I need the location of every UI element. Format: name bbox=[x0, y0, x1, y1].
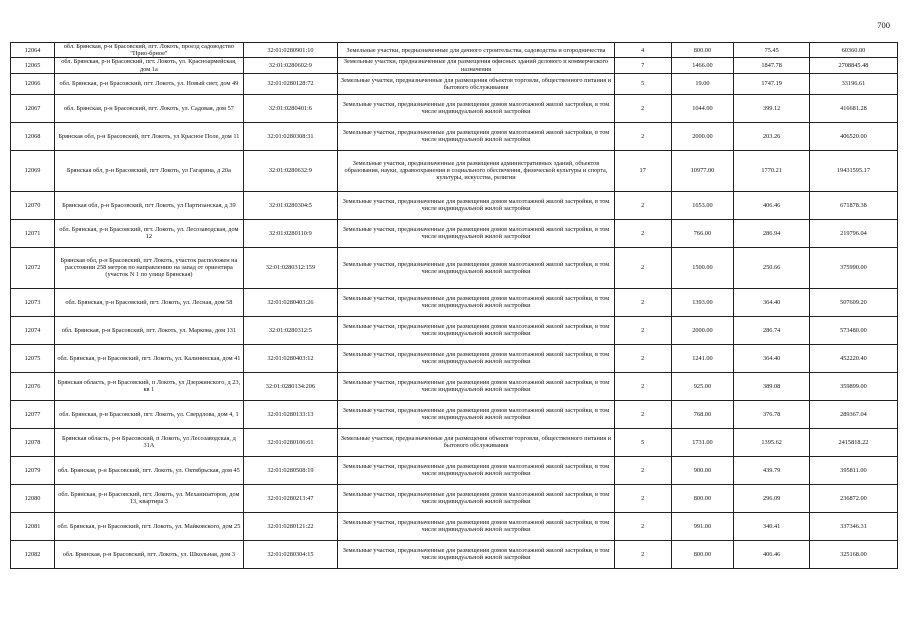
cadastral-value-cell: 416681.28 bbox=[809, 94, 897, 122]
table-row bbox=[11, 150, 898, 191]
row-id-cell: 12077 bbox=[11, 400, 55, 428]
cadastral-number-cell: 32:01:0280121:22 bbox=[243, 512, 337, 540]
specific-value-cell: 406.46 bbox=[734, 191, 809, 219]
table-row bbox=[11, 43, 898, 58]
land-use-cell: Земельные участки, предназначенные для размещения домов малоэтажной жилой застройки, в том числе индивидуальной жилой застройки bbox=[338, 247, 615, 288]
cadastral-value-cell: 375990.00 bbox=[809, 247, 897, 288]
cadastral-number-cell: 32:01:0280632:9 bbox=[243, 150, 337, 191]
cadastral-value-cell: 60360.00 bbox=[809, 43, 897, 58]
cadastral-number-cell: 32:01:0280403:26 bbox=[243, 288, 337, 316]
specific-value-cell: 389.08 bbox=[734, 372, 809, 400]
use-class-cell: 2 bbox=[614, 288, 671, 316]
cadastral-number-cell: 32:01:0280508:19 bbox=[243, 456, 337, 484]
cadastral-value-cell: 289367.04 bbox=[809, 400, 897, 428]
table-row bbox=[11, 247, 898, 288]
specific-value-cell: 364.40 bbox=[734, 288, 809, 316]
cadastral-value-cell: 337346.31 bbox=[809, 512, 897, 540]
row-id-cell: 12065 bbox=[11, 58, 55, 73]
table-row bbox=[11, 512, 898, 540]
address-cell: обл. Брянская, р-н Брасовский, пгт. Локоть, ул. Школьная, дом 3 bbox=[55, 540, 244, 568]
cadastral-value-cell: 507609.20 bbox=[809, 288, 897, 316]
cadastral-number-cell: 32:01:0280602:9 bbox=[243, 58, 337, 73]
table-row bbox=[11, 73, 898, 94]
area-cell: 925.00 bbox=[671, 372, 734, 400]
row-id-cell: 12069 bbox=[11, 150, 55, 191]
table-row bbox=[11, 191, 898, 219]
specific-value-cell: 340.41 bbox=[734, 512, 809, 540]
land-use-cell: Земельные участки, предназначенные для размещения объектов торговли, общественного питания и бытового обслуживания bbox=[338, 428, 615, 456]
land-use-cell: Земельные участки, предназначенные для размещения административных зданий, объектов образования, науки, здравоохранения и социального обеспечения, физической культуры и спорта, культуры, искусства, религии bbox=[338, 150, 615, 191]
land-use-cell: Земельные участки, предназначенные для размещения офисных зданий делового и коммерческого назначения bbox=[338, 58, 615, 73]
use-class-cell: 7 bbox=[614, 58, 671, 73]
land-use-cell: Земельные участки, предназначенные для размещения домов малоэтажной жилой застройки, в том числе индивидуальной жилой застройки bbox=[338, 456, 615, 484]
cadastral-number-cell: 32:01:0280312:159 bbox=[243, 247, 337, 288]
area-cell: 1731.00 bbox=[671, 428, 734, 456]
address-cell: обл. Брянская, р-н Брасовский, пгт. Локоть, ул. Маркова, дом 131 bbox=[55, 316, 244, 344]
land-use-cell: Земельные участки, предназначенные для размещения домов малоэтажной жилой застройки, в том числе индивидуальной жилой застройки bbox=[338, 94, 615, 122]
use-class-cell: 2 bbox=[614, 122, 671, 150]
row-id-cell: 12073 bbox=[11, 288, 55, 316]
land-use-cell: Земельные участки, предназначенные для размещения объектов торговли, общественного питания и бытового обслуживания bbox=[338, 73, 615, 94]
use-class-cell: 2 bbox=[614, 456, 671, 484]
row-id-cell: 12071 bbox=[11, 219, 55, 247]
area-cell: 19.00 bbox=[671, 73, 734, 94]
cadastral-value-cell: 33196.61 bbox=[809, 73, 897, 94]
address-cell: Брянская область, р-н Брасовский, п Локоть, ул Лесозаводская, д 31А bbox=[55, 428, 244, 456]
table-row bbox=[11, 58, 898, 73]
specific-value-cell: 399.12 bbox=[734, 94, 809, 122]
address-cell: обл. Брянская, р-н Брасовский, пгт. Локоть, проезд садоводство "Прио-брное" bbox=[55, 43, 244, 58]
specific-value-cell: 1395.62 bbox=[734, 428, 809, 456]
address-cell: обл. Брянская, р-н Брасовский, пгт. Локоть, ул. Октябрьская, дом 45 bbox=[55, 456, 244, 484]
area-cell: 1653.00 bbox=[671, 191, 734, 219]
area-cell: 2000.00 bbox=[671, 122, 734, 150]
cadastral-value-cell: 671878.38 bbox=[809, 191, 897, 219]
land-use-cell: Земельные участки, предназначенные для размещения домов малоэтажной жилой застройки, в том числе индивидуальной жилой застройки bbox=[338, 512, 615, 540]
cadastral-value-cell: 395811.00 bbox=[809, 456, 897, 484]
row-id-cell: 12076 bbox=[11, 372, 55, 400]
cadastral-number-cell: 32:01:0280901:10 bbox=[243, 43, 337, 58]
land-use-cell: Земельные участки, предназначенные для размещения домов малоэтажной жилой застройки, в том числе индивидуальной жилой застройки bbox=[338, 288, 615, 316]
address-cell: обл. Брянская, р-н Брасовский, пгт. Локоть, ул. Майковского, дом 25 bbox=[55, 512, 244, 540]
address-cell: Брянская обл, р-н Брасовский, пгт Локоть, участок расположен на расстоянии 258 метров по направлению на запад от ориентира (участок N 1 по улице Брянская) bbox=[55, 247, 244, 288]
table-row bbox=[11, 94, 898, 122]
area-cell: 1500.00 bbox=[671, 247, 734, 288]
land-use-cell: Земельные участки, предназначенные для дачного строительства, садоводства и огородничества bbox=[338, 43, 615, 58]
area-cell: 1241.00 bbox=[671, 344, 734, 372]
table-row bbox=[11, 484, 898, 512]
row-id-cell: 12081 bbox=[11, 512, 55, 540]
land-use-cell: Земельные участки, предназначенные для размещения домов малоэтажной жилой застройки, в том числе индивидуальной жилой застройки bbox=[338, 219, 615, 247]
cadastral-number-cell: 32:01:0280110:9 bbox=[243, 219, 337, 247]
use-class-cell: 2 bbox=[614, 400, 671, 428]
row-id-cell: 12070 bbox=[11, 191, 55, 219]
land-use-cell: Земельные участки, предназначенные для размещения домов малоэтажной жилой застройки, в том числе индивидуальной жилой застройки bbox=[338, 122, 615, 150]
area-cell: 800.00 bbox=[671, 484, 734, 512]
table-row bbox=[11, 316, 898, 344]
area-cell: 900.00 bbox=[671, 456, 734, 484]
land-use-cell: Земельные участки, предназначенные для размещения домов малоэтажной жилой застройки, в том числе индивидуальной жилой застройки bbox=[338, 400, 615, 428]
specific-value-cell: 364.40 bbox=[734, 344, 809, 372]
area-cell: 991.00 bbox=[671, 512, 734, 540]
row-id-cell: 12067 bbox=[11, 94, 55, 122]
cadastral-number-cell: 32:01:0280134:206 bbox=[243, 372, 337, 400]
row-id-cell: 12064 bbox=[11, 43, 55, 58]
land-use-cell: Земельные участки, предназначенные для размещения домов малоэтажной жилой застройки, в том числе индивидуальной жилой застройки bbox=[338, 316, 615, 344]
cadastral-value-cell: 359899.00 bbox=[809, 372, 897, 400]
area-cell: 768.00 bbox=[671, 400, 734, 428]
table-row bbox=[11, 428, 898, 456]
cadastral-number-cell: 32:01:0280308:31 bbox=[243, 122, 337, 150]
address-cell: обл. Брянская, р-н Брасовский, пгт. Локоть, ул. Калининская, дом 41 bbox=[55, 344, 244, 372]
table-row bbox=[11, 219, 898, 247]
land-use-cell: Земельные участки, предназначенные для размещения домов малоэтажной жилой застройки, в том числе индивидуальной жилой застройки bbox=[338, 540, 615, 568]
area-cell: 800.00 bbox=[671, 43, 734, 58]
use-class-cell: 17 bbox=[614, 150, 671, 191]
row-id-cell: 12079 bbox=[11, 456, 55, 484]
cadastral-number-cell: 32:01:0280128:72 bbox=[243, 73, 337, 94]
cadastral-number-cell: 32:01:0280403:12 bbox=[243, 344, 337, 372]
use-class-cell: 5 bbox=[614, 428, 671, 456]
address-cell: обл. Брянская, р-н Брасовский, пгт. Локоть, ул. Садовая, дом 57 bbox=[55, 94, 244, 122]
use-class-cell: 5 bbox=[614, 73, 671, 94]
specific-value-cell: 203.26 bbox=[734, 122, 809, 150]
cadastral-value-table bbox=[10, 42, 898, 569]
land-use-cell: Земельные участки, предназначенные для размещения домов малоэтажной жилой застройки, в том числе индивидуальной жилой застройки bbox=[338, 372, 615, 400]
land-use-cell: Земельные участки, предназначенные для размещения домов малоэтажной жилой застройки, в том числе индивидуальной жилой застройки bbox=[338, 191, 615, 219]
cadastral-number-cell: 32:01:0280401:6 bbox=[243, 94, 337, 122]
specific-value-cell: 296.09 bbox=[734, 484, 809, 512]
use-class-cell: 4 bbox=[614, 43, 671, 58]
specific-value-cell: 1770.21 bbox=[734, 150, 809, 191]
land-use-cell: Земельные участки, предназначенные для размещения домов малоэтажной жилой застройки, в том числе индивидуальной жилой застройки bbox=[338, 484, 615, 512]
row-id-cell: 12066 bbox=[11, 73, 55, 94]
row-id-cell: 12078 bbox=[11, 428, 55, 456]
address-cell: обл. Брянская, р-н Брасовский, пгт. Локоть, ул. Свердлова, дом 4, 1 bbox=[55, 400, 244, 428]
area-cell: 1393.00 bbox=[671, 288, 734, 316]
cadastral-value-cell: 19431595.17 bbox=[809, 150, 897, 191]
table-row bbox=[11, 372, 898, 400]
address-cell: обл. Брянская, р-н Брасовский, пгт. Локоть, ул. Красноармейская, дом 1а bbox=[55, 58, 244, 73]
cadastral-number-cell: 32:01:0280312:5 bbox=[243, 316, 337, 344]
address-cell: обл. Брянская, р-н Брасовский, пгт. Локоть, ул. Лесозаводская, дом 12 bbox=[55, 219, 244, 247]
use-class-cell: 2 bbox=[614, 219, 671, 247]
use-class-cell: 2 bbox=[614, 247, 671, 288]
area-cell: 766.00 bbox=[671, 219, 734, 247]
row-id-cell: 12082 bbox=[11, 540, 55, 568]
use-class-cell: 2 bbox=[614, 191, 671, 219]
use-class-cell: 2 bbox=[614, 484, 671, 512]
area-cell: 800.00 bbox=[671, 540, 734, 568]
area-cell: 2000.00 bbox=[671, 316, 734, 344]
cadastral-value-cell: 325168.00 bbox=[809, 540, 897, 568]
area-cell: 10977.00 bbox=[671, 150, 734, 191]
row-id-cell: 12080 bbox=[11, 484, 55, 512]
cadastral-value-cell: 2708845.48 bbox=[809, 58, 897, 73]
specific-value-cell: 406.46 bbox=[734, 540, 809, 568]
address-cell: Брянская обл, р-н Брасовский, пгт Локоть, ул Гагарина, д 20а bbox=[55, 150, 244, 191]
cadastral-number-cell: 32:01:0280213:47 bbox=[243, 484, 337, 512]
specific-value-cell: 439.79 bbox=[734, 456, 809, 484]
specific-value-cell: 75.45 bbox=[734, 43, 809, 58]
use-class-cell: 2 bbox=[614, 344, 671, 372]
use-class-cell: 2 bbox=[614, 316, 671, 344]
cadastral-number-cell: 32:01:0280304:15 bbox=[243, 540, 337, 568]
table-row bbox=[11, 288, 898, 316]
table-row bbox=[11, 540, 898, 568]
use-class-cell: 2 bbox=[614, 372, 671, 400]
use-class-cell: 2 bbox=[614, 540, 671, 568]
cadastral-value-cell: 2415818.22 bbox=[809, 428, 897, 456]
specific-value-cell: 1847.78 bbox=[734, 58, 809, 73]
table-row bbox=[11, 122, 898, 150]
row-id-cell: 12074 bbox=[11, 316, 55, 344]
address-cell: обл. Брянская, р-н Брасовский, пгт. Локоть, ул. Новый свет, дом 49 bbox=[55, 73, 244, 94]
row-id-cell: 12072 bbox=[11, 247, 55, 288]
land-use-cell: Земельные участки, предназначенные для размещения домов малоэтажной жилой застройки, в том числе индивидуальной жилой застройки bbox=[338, 344, 615, 372]
specific-value-cell: 250.66 bbox=[734, 247, 809, 288]
area-cell: 1044.00 bbox=[671, 94, 734, 122]
row-id-cell: 12075 bbox=[11, 344, 55, 372]
address-cell: Брянская область, р-н Брасовский, п Локоть, ул Дзержинского, д 23, кв 1 bbox=[55, 372, 244, 400]
address-cell: обл. Брянская, р-н Брасовский, пгт. Локоть, ул. Механизаторов, дом 13, квартира 3 bbox=[55, 484, 244, 512]
table-row bbox=[11, 400, 898, 428]
specific-value-cell: 286.94 bbox=[734, 219, 809, 247]
specific-value-cell: 1747.19 bbox=[734, 73, 809, 94]
cadastral-value-cell: 236872.00 bbox=[809, 484, 897, 512]
table-row bbox=[11, 344, 898, 372]
address-cell: Брянская обл, р-н Брасовский, пгт Локоть, ул Партизанская, д 39 bbox=[55, 191, 244, 219]
cadastral-value-cell: 406520.00 bbox=[809, 122, 897, 150]
page-number: 700 bbox=[877, 20, 890, 30]
specific-value-cell: 286.74 bbox=[734, 316, 809, 344]
cadastral-value-cell: 219796.04 bbox=[809, 219, 897, 247]
specific-value-cell: 376.78 bbox=[734, 400, 809, 428]
address-cell: обл. Брянская, р-н Брасовский, пгт. Локоть, ул. Лесная, дом 58 bbox=[55, 288, 244, 316]
table-row bbox=[11, 456, 898, 484]
cadastral-number-cell: 32:01:0280106:61 bbox=[243, 428, 337, 456]
address-cell: Брянская обл, р-н Брасовский, пгт Локоть, ул Красное Поле, дом 11 bbox=[55, 122, 244, 150]
row-id-cell: 12068 bbox=[11, 122, 55, 150]
cadastral-number-cell: 32:01:0280133:13 bbox=[243, 400, 337, 428]
area-cell: 1466.00 bbox=[671, 58, 734, 73]
cadastral-value-cell: 573480.00 bbox=[809, 316, 897, 344]
use-class-cell: 2 bbox=[614, 512, 671, 540]
cadastral-value-cell: 452220.40 bbox=[809, 344, 897, 372]
use-class-cell: 2 bbox=[614, 94, 671, 122]
cadastral-number-cell: 32:01:0280304:5 bbox=[243, 191, 337, 219]
